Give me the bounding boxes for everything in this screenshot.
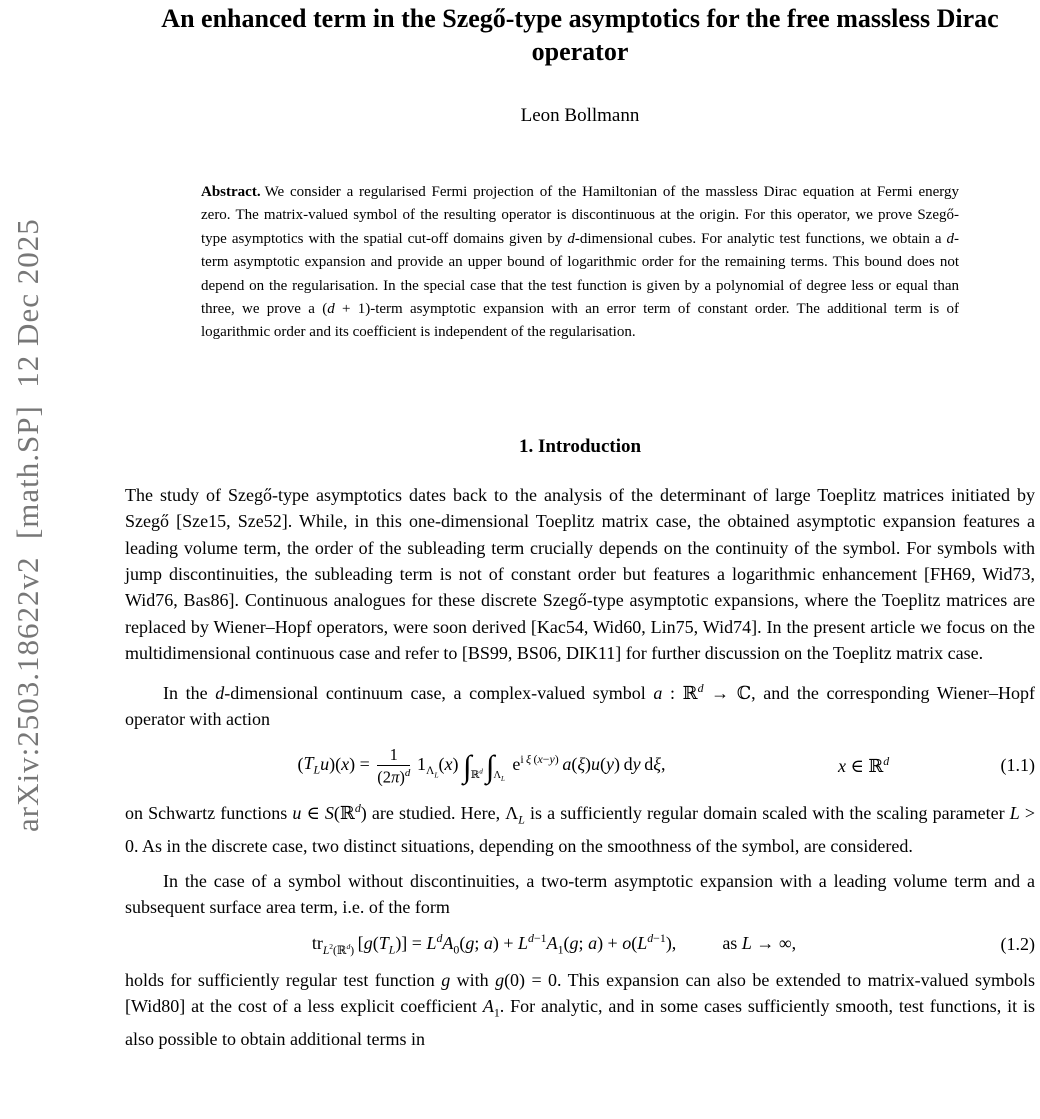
paragraph-intro-3-lead: In the case of a symbol without discontinuities, a two-term asymptotic expansion with a leading volume term and a subsequent surface area term, i.e. of the form — [125, 870, 1035, 917]
paragraph-intro-2-continuation: on Schwartz functions u ∈ S(ℝ$^d$) are studied. Here, $\Lambda_L$ is a sufficiently regular domain scaled with the scaling parameter L > 0. As in the discrete case, two distinct situations, depending on the smoothness of the symbol, are considered. — [125, 801, 1035, 857]
abstract-label: Abstract. — [201, 184, 261, 200]
arxiv-watermark: arXiv:2503.18622v2 [math.SP] 12 Dec 2025 — [10, 218, 45, 832]
paragraph-intro-1: The study of Szegő-type asymptotics dates back to the analysis of the determinant of large Toeplitz matrices initiated by Szegő [Sze15, Sze52]. While, in this one-dimensional Toeplitz matrix case, the obtained asymptotic expansion features a leading volume term, the order of the subleading term crucially depends on the continuity of the symbol. For symbols with jump discontinuities, the subleading term is not of constant order but features a logarithmic enhancement [FH69, Wid73, Wid76, Bas86]. Continuous analogues for these discrete Szegő-type asymptotic expansions, where the Toeplitz matrices are replaced by Wiener–Hopf operators, were soon derived [Kac54, Wid60, Lin75, Wid74]. In the present article we focus on the multidimensional continuous case and refer to [BS99, BS06, DIK11] for further discussion on the Toeplitz matrix case. — [125, 484, 1035, 664]
equation-1-2-number: (1.2) — [1000, 934, 1035, 955]
paper-title: An enhanced term in the Szegő-type asymptotics for the free massless Dirac operator — [161, 4, 999, 66]
paragraph-intro-2-lead: In the d-dimensional continuum case, a complex-valued symbol a : ℝ$^d$ → ℂ, and the corresponding Wiener–Hopf operator with action — [125, 680, 1035, 730]
paragraph-intro-3-continuation: holds for sufficiently regular test function g with g(0) = 0. This expansion can also be extended to matrix-valued symbols [Wid80] at the cost of a less explicit coefficient $A_1$. For analytic, and in some cases sufficiently smooth, test functions, it is also possible to obtain additional terms in — [125, 969, 1035, 1050]
abstract-text: We consider a regularised Fermi projection of the Hamiltonian of the massless Dirac equation at Fermi energy zero. The matrix-valued symbol of the resulting operator is discontinuous at the origin. For this operator, we prove Szegő-type asymptotics with the spatial cut-off domains given by d-dimensional cubes. For analytic test functions, we obtain a d-term asymptotic expansion and provide an upper bound of logarithmic order for the remaining terms. This bound does not depend on the regularisation. In the special case that the test function is given by a polynomial of degree less or equal than three, we prove a (d + 1)-term asymptotic expansion with an error term of constant order. The additional term is of logarithmic order and its coefficient is independent of the regularisation. — [201, 184, 959, 341]
equation-1-1-number: (1.1) — [1000, 754, 1035, 775]
paper-content — [125, 0, 1035, 1053]
equation-1-1-body: $(T_Lu)(x)$ = $\frac{1}{(2\pi)^d}$ $1_{\Lambda_L}(x)$ $\int_{ℝ^d}\int_{\Lambda_L}$ $e^{i \xi (x-y)}$ a(ξ)u(y) dy dξ, — [297, 744, 666, 787]
section-heading-introduction: 1. Introduction — [518, 435, 642, 457]
equation-1-2 — [125, 931, 1035, 958]
author-name: Leon Bollmann — [520, 105, 640, 126]
equation-1-1 — [125, 745, 1035, 787]
abstract-block — [201, 181, 959, 345]
equation-1-2-body: $tr_{L^2(ℝ^d)}$ $[g(T_L)] = L^dA_0(g$; $a) + L^{d-1}A_1(g$; $a) + o(L^{d-1})$, as L → ∞, — [311, 931, 797, 957]
equation-1-1-condition: x ∈ ℝ$^d$ — [838, 753, 890, 776]
